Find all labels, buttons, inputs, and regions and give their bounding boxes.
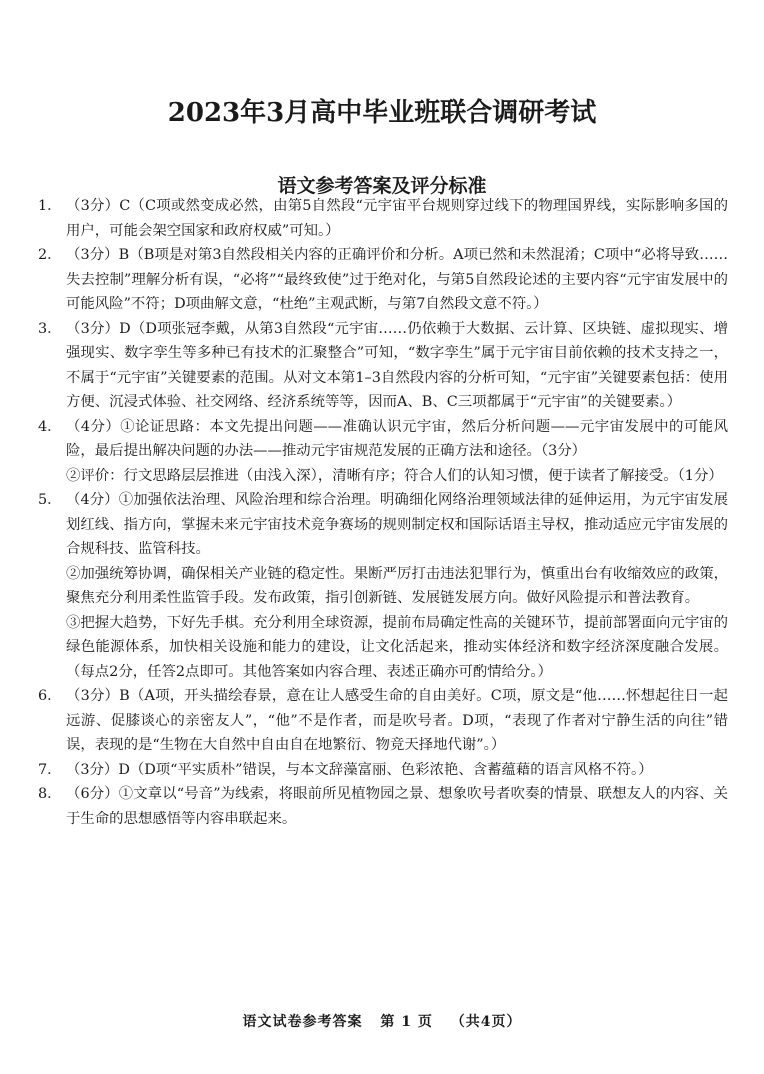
answer-text: ②加强统筹协调，确保相关产业链的稳定性。果断严厉打击违法犯罪行为，慎重出台有收缩效应的政策，聚焦充分利用柔性监管手段。发布政策，指引创新链、发展链发展方向。做好风险提示和普法教育。	[66, 565, 728, 606]
page-subtitle: 语文参考答案及评分标准	[277, 175, 487, 197]
answer-item-5	[38, 488, 728, 684]
answer-text: （4分）①论证思路：本文先提出问题——准确认识元宇宙，然后分析问题——元宇宙发展中的可能风险，最后提出解决问题的办法——推动元宇宙规范发展的正确方法和途径。（3分）	[66, 418, 728, 459]
answer-text: （4分）①加强依法治理、风险治理和综合治理。明确细化网络治理领域法律的延伸运用，为元宇宙发展划红线、指方向，掌握未来元宇宙技术竞争赛场的规则制定权和国际话语主导权，推动适应元宇宙发展的合规科技、监管科技。	[66, 492, 728, 557]
answer-text: ③把握大趋势，下好先手棋。充分利用全球资源，提前布局确定性高的关键环节，提前部署面向元宇宙的绿色能源体系，加快相关设施和能力的建设，让文化活起来，推动实体经济和数字经济深度融合发展。（每点2分，任答2点即可。其他答案如内容合理、表述正确亦可酌情给分。）	[66, 614, 728, 680]
answer-text: （3分）B（B项是对第3自然段相关内容的正确评价和分析。A项已然和未然混淆；C项中“必将导致……失去控制”理解分析有误，“必将”“最终致使”过于绝对化，与第5自然段论述的主要内容“元宇宙发展中的可能风险”不符；D项曲解文意，“杜绝”主观武断，与第7自然段文意不符。）	[66, 247, 728, 312]
answer-item-2	[38, 243, 728, 317]
answer-text: （3分）D（D项张冠李戴，从第3自然段“元宇宙……仍依赖于大数据、云计算、区块链、虚拟现实、增强现实、数字孪生等多种已有技术的汇聚整合”可知，“数字孪生”属于元宇宙目前依赖的技术支持之一，不属于“元宇宙”关键要素的范围。从对文本第1–3自然段内容的分析可知，“元宇宙”关键要素包括：使用方便、沉浸式体验、社交网络、经济系统等等，因而A、B、C三项都属于“元宇宙”的关键要素。）	[66, 320, 728, 410]
footer-total-pages: （共4页）	[450, 1014, 522, 1030]
item-number: 8．	[38, 786, 62, 802]
item-number: 4．	[38, 418, 62, 435]
answer-item-7	[38, 758, 728, 783]
item-number: 7．	[38, 761, 62, 778]
item-number: 1．	[38, 198, 62, 214]
answer-text: （3分）C（C项或然变成必然，由第5自然段“元宇宙平台规则穿过线下的物理国界线，实际影响多国的用户，可能会架空国家和政府权威”可知。）	[66, 198, 728, 239]
item-number: 6．	[38, 688, 62, 704]
answer-item-4	[38, 415, 728, 489]
answer-text: ②评价：行文思路层层推进（由浅入深），清晰有序；符合人们的认知习惯，便于读者了解接受。（1分）	[66, 467, 723, 484]
answer-text: （3分）B（A项，开头描绘春景，意在让人感受生命的自由美好。C项，原文是“他……怀想起往日一起远游、促膝谈心的亲密友人”，“他”不是作者，而是吹号者。D项，“表现了作者对宁静生活的向往”错误，表现的是“生物在大自然中自由自在地繁衍、物竞天择地代谢”。）	[66, 688, 728, 753]
footer-page-number: 第 1 页	[380, 1014, 433, 1030]
answer-item-1	[38, 194, 728, 243]
answer-item-3	[38, 317, 728, 415]
answer-item-8	[38, 782, 728, 831]
footer-doc-name: 语文试卷参考答案	[242, 1014, 363, 1030]
page-title: 2023年3月高中毕业班联合调研考试	[167, 98, 597, 128]
page-footer	[0, 1011, 764, 1031]
item-number: 2．	[38, 247, 62, 263]
answer-text: （6分）①文章以“号音”为线索，将眼前所见植物园之景、想象吹号者吹奏的情景、联想友人的内容、关于生命的思想感悟等内容串联起来。	[66, 786, 728, 827]
item-number: 5．	[38, 492, 62, 508]
answer-list	[38, 194, 728, 831]
item-number: 3．	[38, 320, 62, 337]
answer-item-6	[38, 684, 728, 758]
answer-text: （3分）D（D项“平实质朴”错误，与本文辞藻富丽、色彩浓艳、含蓄蕴藉的语言风格不符。）	[66, 761, 653, 778]
